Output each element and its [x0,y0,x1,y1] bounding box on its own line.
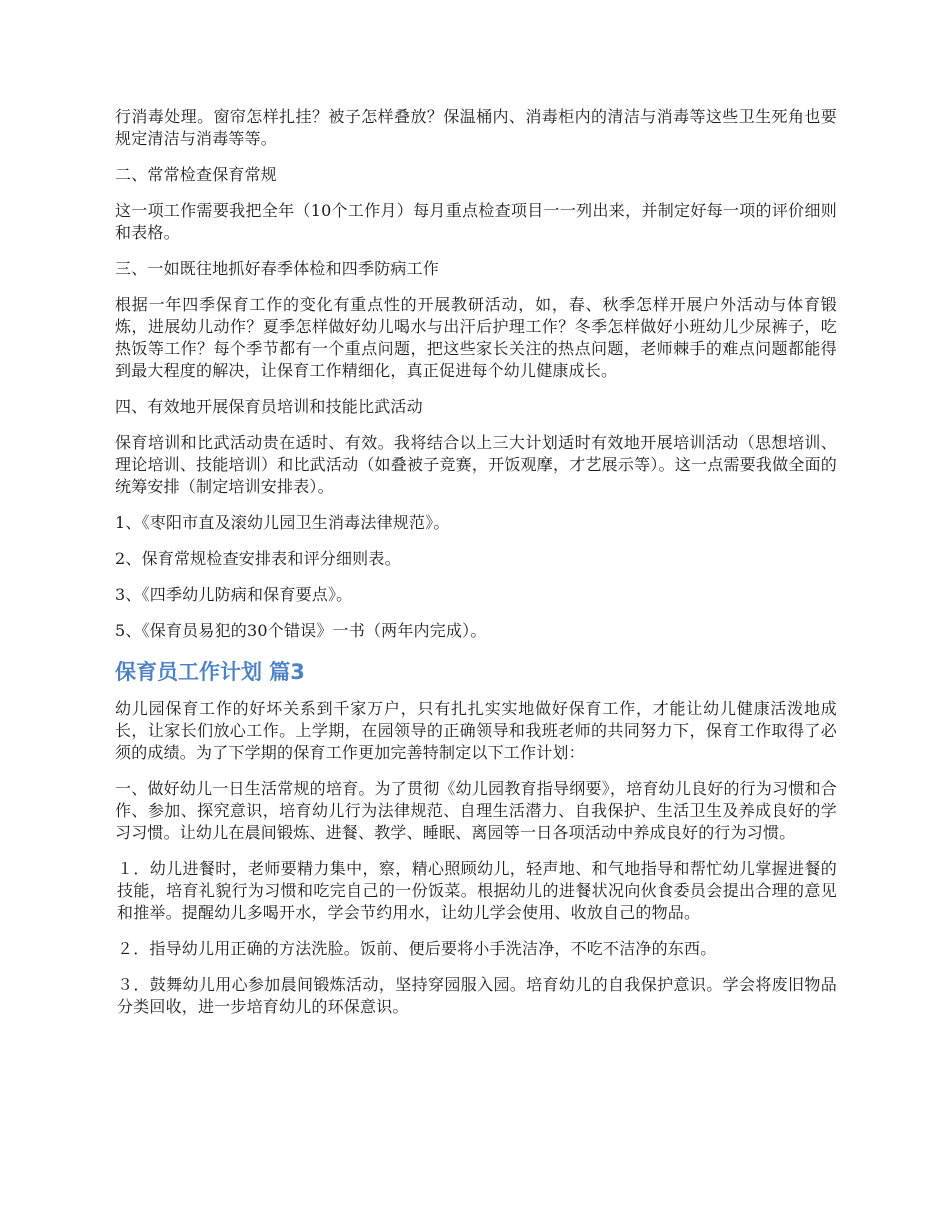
numbered-item-2: ２．指导幼儿用正确的方法洗脸。饭前、便后要将小手洗洁净，不吃不洁净的东西。 [117,939,717,958]
list-item-2: 2、保育常规检查安排表和评分细则表。 [115,549,401,568]
list-item-3: 3、《四季幼儿防病和保育要点》。 [115,585,353,604]
paragraph-disinfection-continued: 行消毒处理。窗帘怎样扎挂？被子怎样叠放？保温桶内、消毒柜内的清洁与消毒等这些卫生死角也要规定清洁与消毒等等。 [115,107,837,148]
item-heading-2: 二、常常检查保育常规 [115,165,278,184]
item-heading-4: 四、有效地开展保育员培训和技能比武活动 [115,397,423,416]
paragraph-seasonal-care: 根据一年四季保育工作的变化有重点性的开展教研活动，如，春、秋季怎样开展户外活动与体育锻炼，进展幼儿动作？夏季怎样做好幼儿喝水与出汗后护理工作？冬季怎样做好小班幼儿少尿裤子，吃热饭等工作？每个季节都有一个重点问题，把这些家长关注的热点问题，老师棘手的难点问题都能得到最大程度的解决，让保育工作精细化，真正促进每个幼儿健康成长。 [115,295,837,380]
paragraph-daily-routine: 一、做好幼儿一日生活常规的培育。为了贯彻《幼儿园教育指导纲要》，培育幼儿良好的行为习惯和合作、参加、探究意识，培育幼儿行为法律规范、自理生活潜力、自我保护、生活卫生及养成良好的学习习惯。让幼儿在晨间锻炼、进餐、教学、睡眠、离园等一日各项活动中养成良好的行为习惯。 [115,779,837,842]
list-item-5: 5、《保育员易犯的30个错误》一书（两年内完成）。 [115,621,487,640]
numbered-item-3: ３．鼓舞幼儿用心参加晨间锻炼活动，坚持穿园服入园。培育幼儿的自我保护意识。学会将废旧物品分类回收，进一步培育幼儿的环保意识。 [117,975,837,1016]
numbered-item-1: １．幼儿进餐时，老师要精力集中，察，精心照顾幼儿，轻声地、和气地指导和帮忙幼儿掌握进餐的技能，培育礼貌行为习惯和吃完自己的一份饭菜。根据幼儿的进餐状况向伙食委员会提出合理的意见和推举。提醒幼儿多喝开水，学会节约用水，让幼儿学会使用、收放自己的物品。 [117,859,837,922]
paragraph-routine-check: 这一项工作需要我把全年（10个工作月）每月重点检查项目一一列出来，并制定好每一项的评价细则和表格。 [115,201,837,242]
item-heading-3: 三、一如既往地抓好春季体检和四季防病工作 [115,259,440,278]
paragraph-training: 保育培训和比武活动贵在适时、有效。我将结合以上三大计划适时有效地开展培训活动（思想培训、理论培训、技能培训）和比武活动（如叠被子竞赛，开饭观摩，才艺展示等）。这一点需要我做全面的统筹安排（制定培训安排表）。 [115,433,837,496]
paragraph-intro: 幼儿园保育工作的好坏关系到千家万户，只有扎扎实实地做好保育工作，才能让幼儿健康活泼地成长，让家长们放心工作。上学期，在园领导的正确领导和我班老师的共同努力下，保育工作取得了必须的成绩。为了下学期的保育工作更加完善特制定以下工作计划： [115,699,837,762]
document-page [115,106,837,1032]
list-item-1: 1、《枣阳市直及滚幼儿园卫生消毒法律规范》。 [115,513,450,532]
section-heading: 保育员工作计划 篇3 [115,660,305,684]
